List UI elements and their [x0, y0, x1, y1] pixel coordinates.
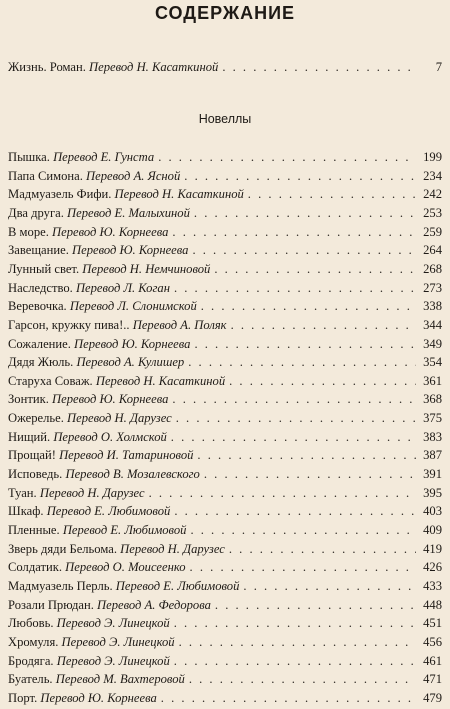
entry-title: Лунный свет.: [8, 261, 80, 276]
dot-leader: [184, 169, 416, 184]
entry-translator: Перевод Н. Дарузес: [67, 411, 172, 426]
entry-title: Розали Прюдан.: [8, 597, 94, 612]
entry-page-number: 419: [423, 541, 442, 556]
dot-leader: [174, 504, 416, 519]
entry-translator: Перевод Е. Любимовой: [115, 579, 240, 593]
entry-translator: Перевод Э. Линецкой: [61, 634, 175, 649]
dot-leader: [190, 560, 416, 575]
entry-title: Шкаф.: [8, 504, 44, 519]
entry-translator: Перевод А. Кулишер: [76, 355, 185, 370]
entry-translator: Перевод Е. Любимовой: [62, 523, 187, 537]
entry-title: Жизнь. Роман.: [8, 60, 86, 74]
dot-leader: [231, 318, 416, 333]
entry-translator: Перевод Е. Малыхиной: [67, 205, 190, 220]
entry-page-number: 264: [423, 243, 442, 258]
dot-leader: [171, 430, 416, 445]
dot-leader: [229, 542, 416, 557]
toc-entry: [8, 299, 442, 317]
dot-leader: [189, 672, 416, 687]
entry-title: Зонтик.: [8, 392, 49, 407]
entry-translator: Перевод Ю. Корнеева: [52, 224, 169, 239]
toc-entry: [8, 392, 442, 410]
entry-title: Завещание.: [8, 243, 69, 258]
toc-entry: [8, 542, 442, 560]
dot-leader: [248, 187, 416, 202]
dot-leader: [172, 392, 416, 407]
entry-page-number: 395: [423, 485, 442, 500]
entry-title: Наследство.: [8, 280, 73, 295]
toc-entry: [8, 374, 442, 392]
entry-translator: Перевод Э. Линецкой: [56, 653, 170, 668]
dot-leader: [201, 299, 416, 314]
toc-entry: [8, 169, 442, 187]
dot-leader: [192, 243, 416, 258]
entry-page-number: 448: [423, 597, 442, 612]
dot-leader: [158, 150, 416, 165]
toc-entry: [8, 672, 442, 690]
dot-leader: [176, 411, 416, 426]
entry-title: Хромуля.: [8, 634, 59, 649]
entry-translator: Перевод В. Мозалевского: [65, 467, 200, 481]
entry-page-number: 409: [423, 523, 442, 537]
section-subheading: Новеллы: [198, 112, 252, 126]
entry-title: Гарсон, кружку пива!..: [8, 317, 130, 332]
toc-entry: [8, 467, 442, 485]
toc-entry: [8, 150, 442, 168]
entry-page-number: 354: [423, 355, 442, 370]
entry-title: Дядя Жюль.: [8, 355, 74, 370]
dot-leader: [190, 523, 416, 538]
entry-page-number: 383: [423, 429, 442, 444]
dot-leader: [174, 654, 416, 669]
toc-entry: [8, 598, 442, 616]
entry-title: Пышка.: [8, 150, 50, 164]
dot-leader: [215, 598, 416, 613]
toc-entry: [8, 654, 442, 672]
entry-translator: Перевод А. Ясной: [86, 168, 181, 183]
entry-page-number: 253: [423, 205, 442, 220]
entry-page-number: 368: [423, 392, 442, 407]
toc-entry: [8, 411, 442, 429]
toc-entry: [8, 523, 442, 541]
entry-page-number: 234: [423, 168, 442, 183]
entry-title: Сожаление.: [8, 336, 71, 351]
entry-title: Буатель.: [8, 672, 53, 687]
entry-page-number: 242: [423, 187, 442, 202]
entry-page-number: 361: [423, 373, 442, 388]
toc-entry: [8, 225, 442, 243]
entry-translator: Перевод Л. Коган: [75, 280, 170, 295]
entry-translator: Перевод Е. Любимовой: [46, 504, 171, 519]
entry-translator: Перевод Ю. Корнеева: [72, 243, 189, 258]
entry-translator: Перевод Н. Касаткиной: [114, 187, 244, 202]
dot-leader: [149, 486, 416, 501]
entry-translator: Перевод Ю. Корнеева: [74, 336, 191, 351]
entry-title: В море.: [8, 224, 49, 239]
entry-translator: Перевод Н. Дарузес: [120, 541, 225, 556]
entry-page-number: 391: [423, 467, 442, 481]
entry-page-number: 268: [423, 261, 442, 276]
entry-page-number: 375: [423, 411, 442, 426]
toc-entry: [8, 243, 442, 261]
entry-page-number: 433: [423, 579, 442, 593]
dot-leader: [194, 206, 416, 221]
entry-page-number: 426: [423, 560, 442, 575]
toc-entry: [8, 337, 442, 355]
entry-translator: Перевод Э. Линецкой: [56, 616, 170, 631]
dot-leader: [161, 691, 416, 706]
dot-leader: [194, 337, 416, 352]
toc-entry: [8, 486, 442, 504]
entry-page-number: 349: [423, 336, 442, 351]
entry-title: Солдатик.: [8, 560, 62, 575]
dot-leader: [229, 374, 416, 389]
dot-leader: [179, 635, 416, 650]
toc-entry: [8, 318, 442, 336]
entry-page-number: 451: [423, 616, 442, 631]
entry-translator: Перевод Ю. Корнеева: [52, 392, 169, 407]
entry-title: Ожерелье.: [8, 411, 64, 426]
dot-leader: [222, 60, 416, 75]
entry-translator: Перевод Н. Касаткиной: [95, 373, 226, 388]
entry-page-number: 461: [423, 653, 442, 668]
entry-title: Папа Симона.: [8, 168, 83, 183]
entry-page-number: 387: [423, 448, 442, 463]
entry-translator: Перевод О. Моисеенко: [65, 560, 186, 575]
entry-translator: Перевод Н. Касаткиной: [89, 60, 219, 74]
dot-leader: [204, 467, 416, 482]
entry-title: Бродяга.: [8, 653, 54, 668]
entry-page-number: 456: [423, 634, 442, 649]
entry-title: Любовь.: [8, 616, 54, 631]
entry-page-number: 273: [423, 280, 442, 295]
entry-title: Пленные.: [8, 523, 60, 537]
entry-title: Старуха Соваж.: [8, 373, 93, 388]
entry-page-number: 403: [423, 504, 442, 519]
entry-translator: Перевод Ю. Корнеева: [40, 690, 157, 705]
toc-entry: [8, 281, 442, 299]
entry-title: Зверь дяди Бельома.: [8, 541, 117, 556]
dot-leader: [172, 225, 416, 240]
dot-leader: [243, 579, 416, 594]
dot-leader: [174, 616, 416, 631]
entry-translator: Перевод А. Поляк: [132, 317, 227, 332]
entry-title: Мадмуазель Фифи.: [8, 187, 112, 202]
entry-title: Веревочка.: [8, 299, 67, 314]
toc-entry: [8, 504, 442, 522]
entry-translator: Перевод М. Вахтеровой: [55, 672, 185, 687]
page-heading: СОДЕРЖАНИЕ: [154, 3, 296, 23]
toc-entry: [8, 448, 442, 466]
toc-entry: [8, 560, 442, 578]
toc-entry: [8, 430, 442, 448]
entry-title: Два друга.: [8, 205, 64, 220]
toc-entry: [8, 355, 442, 373]
entry-translator: Перевод А. Федорова: [97, 597, 211, 612]
entry-page-number: 338: [423, 299, 442, 314]
entry-title: Мадмуазель Перль.: [8, 579, 113, 593]
entry-page-number: 344: [423, 317, 442, 332]
entry-title: Нищий.: [8, 429, 51, 444]
toc-entry: [8, 187, 442, 205]
toc-entry-main: [8, 60, 442, 78]
entry-translator: Перевод Л. Слонимской: [69, 299, 197, 314]
entry-page-number: 7: [435, 60, 442, 74]
entry-page-number: 479: [423, 690, 442, 705]
entry-title: Прощай!: [8, 448, 56, 463]
dot-leader: [188, 355, 416, 370]
entry-title: Туан.: [8, 485, 37, 500]
entry-translator: Перевод И. Татариновой: [59, 448, 194, 463]
entry-page-number: 199: [423, 150, 442, 164]
dot-leader: [174, 281, 416, 296]
entry-translator: Перевод О. Холмской: [53, 429, 167, 444]
entry-translator: Перевод Е. Гунста: [53, 150, 155, 164]
entry-translator: Перевод Н. Немчиновой: [82, 261, 211, 276]
toc-entry: [8, 579, 442, 597]
entry-page-number: 259: [423, 224, 442, 239]
entry-translator: Перевод Н. Дарузес: [39, 485, 145, 500]
entry-title: Исповедь.: [8, 467, 63, 481]
entry-page-number: 471: [423, 672, 442, 687]
toc-entry: [8, 262, 442, 280]
dot-leader: [214, 262, 416, 277]
entry-title: Порт.: [8, 690, 38, 705]
dot-leader: [197, 448, 416, 463]
toc-entry: [8, 616, 442, 634]
toc-entry: [8, 206, 442, 224]
toc-entry: [8, 635, 442, 653]
